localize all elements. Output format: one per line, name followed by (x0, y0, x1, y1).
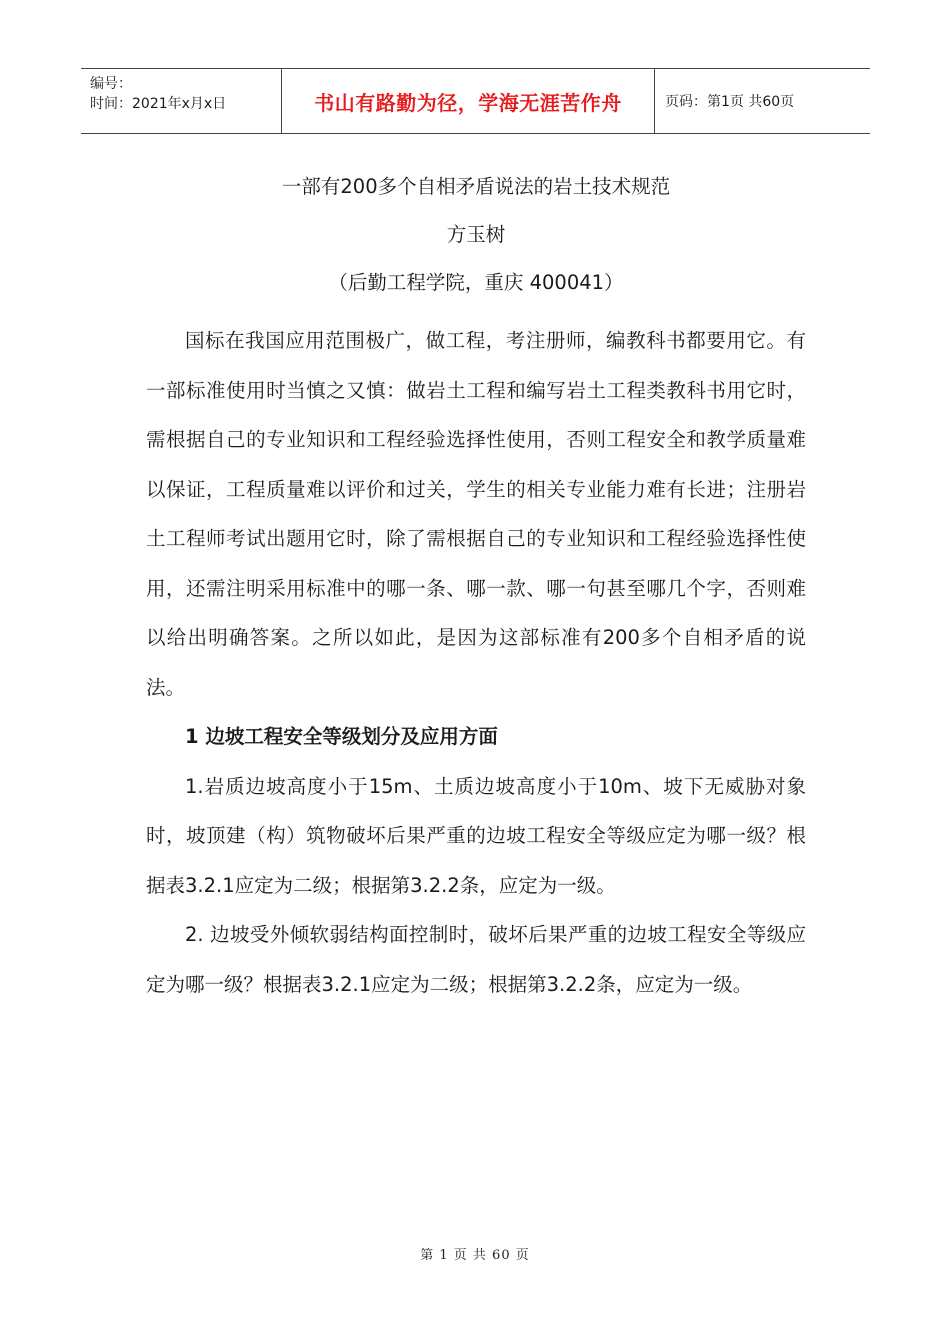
list-item-1: 1.岩质边坡高度小于15m、土质边坡高度小于10m、坡下无威胁对象时，坡顶建（构）筑物破坏后果严重的边坡工程安全等级应定为哪一级？根据表3.2.1应定为二级；根据第3.2.2条，应定为一级。 (146, 774, 806, 897)
article-title: 一部有200多个自相矛盾说法的岩土技术规范 (281, 175, 671, 198)
header-table (81, 68, 870, 134)
header-page-label: 页码：第1页 共60页 (665, 94, 795, 110)
header-motto: 书山有路勤为径，学海无涯苦作舟 (314, 90, 622, 115)
section-heading: 1 边坡工程安全等级划分及应用方面 (185, 725, 498, 748)
document-body (146, 164, 806, 1009)
document-date-label: 时间：2021年x月x日 (90, 96, 227, 112)
page-footer: 第 1 页 共 60 页 (420, 1248, 530, 1263)
intro-paragraph: 国标在我国应用范围极广，做工程，考注册师，编教科书都要用它。有一部标准使用时当慎之又慎：做岩土工程和编写岩土工程类教科书用它时，需根据自己的专业知识和工程经验选择性使用，否则工程安全和教学质量难以保证，工程质量难以评价和过关，学生的相关专业能力难有长进；注册岩土工程师考试出题用它时，除了需根据自己的专业知识和工程经验选择性使用，还需注明采用标准中的哪一条、哪一款、哪一句甚至哪几个字，否则难以给出明确答案。之所以如此，是因为这部标准有200多个自相矛盾的说法。 (146, 329, 806, 699)
list-item-2: 2. 边坡受外倾软弱结构面控制时，破坏后果严重的边坡工程安全等级应定为哪一级？根据表3.2.1应定为二级；根据第3.2.2条，应定为一级。 (146, 923, 806, 996)
header-page-cell (655, 69, 870, 133)
article-author: 方玉树 (446, 223, 506, 246)
document-number-label: 编号： (90, 76, 132, 92)
header-motto-cell (282, 69, 655, 133)
article-affiliation: （后勤工程学院，重庆 400041） (328, 271, 624, 294)
header-info-cell (81, 69, 282, 133)
